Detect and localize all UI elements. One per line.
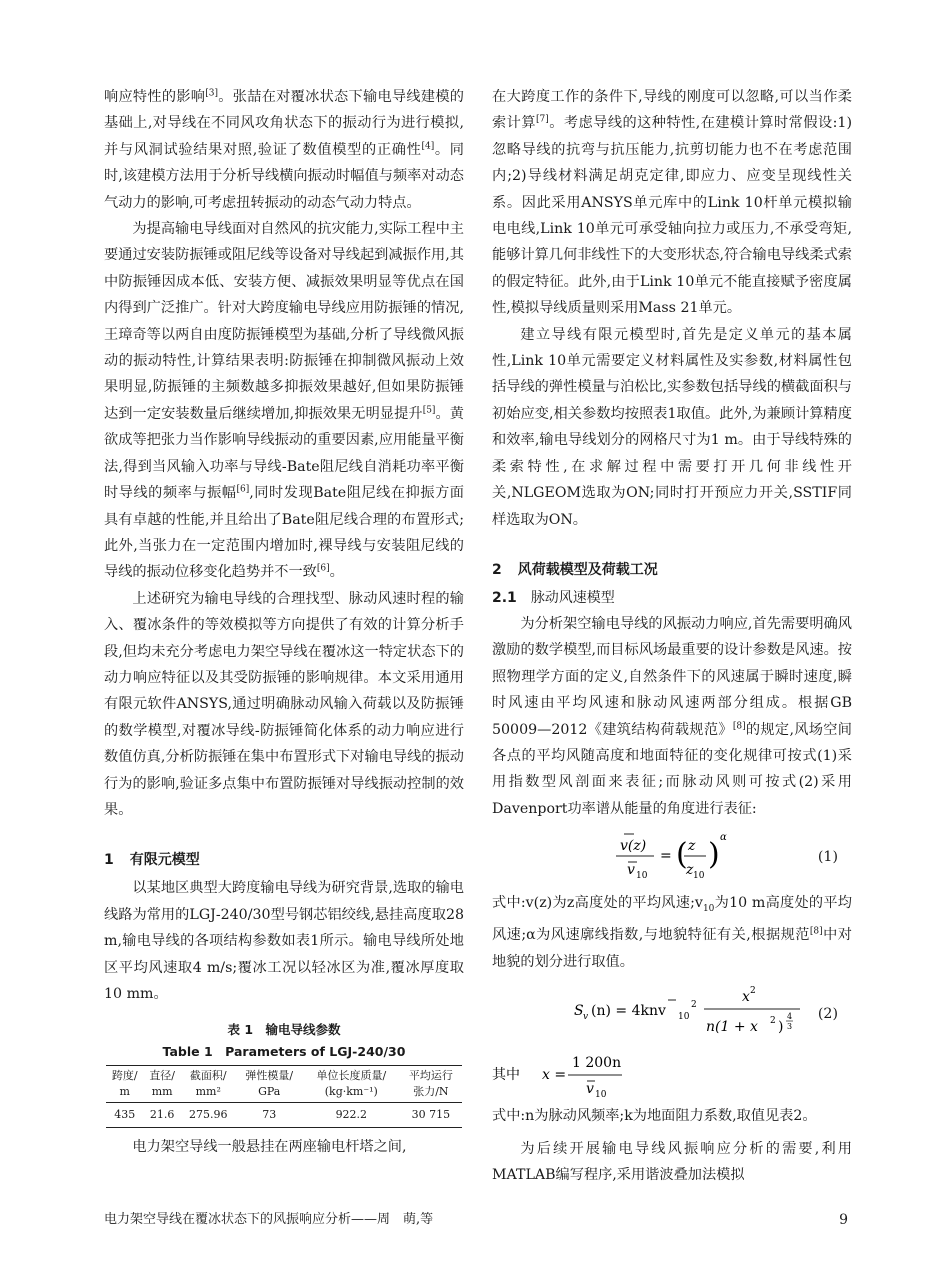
equation-1 [492,828,852,884]
table-cell: 21.6 [143,1103,180,1128]
header-line: 截面积/ [189,1069,227,1083]
section-heading-2 [492,557,852,583]
left-paragraph-4: 以某地区典型大跨度输电导线为研究背景,选取的输电线路为常用的LGJ-240/30型号钢芯铝绞线,悬挂高度取28 m,输电导线的各项结构参数如表1所示。输电导线所处地区平均风速取4 m/s;覆冰工况以轻冰区为准,覆冰厚度取10 mm。 [104,880,464,1002]
table-cell: 275.96 [181,1103,236,1128]
header-unit: (kg·km⁻¹) [324,1085,378,1099]
text: 的规定,风场空间各点的平均风随高度和地面特征的变化规律可按式(1)采用指数型风剖面来表征;而脉动风则可按式(2)采用Davenport功率谱从能量的角度进行表征: [492,721,852,817]
right-paragraph-1 [492,84,852,322]
header-line: 单位长度质量/ [316,1069,387,1083]
equation-1-graphic [492,828,852,884]
table-cell: 922.2 [303,1103,400,1128]
alpha-exponent: α [720,832,727,844]
table-header-cell [143,1066,180,1103]
right-paragraph-5: 式中:n为脉动风频率;k为地面阻力系数,取值见表2。 [492,1108,817,1125]
text: 为分析架空输电导线的风振动力响应,首先需要明确风激励的数学模型,而目标风场最重要的设计参数是风速。按照物理学方面的定义,自然条件下的风速属于瞬时速度,瞬时风速由平均风速和脉动风速两部分组成。根据GB 50009—2012《建筑结构荷载规范》 [492,615,852,738]
table-header-cell [106,1066,143,1103]
section-number: 1 [104,852,114,869]
parameter-table [106,1065,462,1128]
section-title: 风荷载模型及荷载工况 [517,561,658,578]
eq2-frac-numerator: x [742,989,750,1006]
eq2-denominator-power: 2 [770,1016,776,1027]
right-paragraph-2: 建立导线有限元模型时,首先是定义单元的基本属性,Link 10单元需要定义材料属性及实参数,材料属性包括导线的弹性模量与泊松比,实参数包括导线的横截面积与初始应变,相关参数均按照表1取值。此外,为兼顾计算精度和效率,输电导线划分的网格尺寸为1 m。由于导线特殊的柔索特性,在求解过程中需要打开几何非线性开关,NLGEOM选取为ON;同时打开预应力开关,SSTIF同样选取为ON。 [492,326,852,528]
table-cell: 30 715 [400,1103,462,1128]
table-cell: 435 [106,1103,143,1128]
eq1-rhs-numerator: z [688,838,696,855]
table-cell: 73 [236,1103,303,1128]
table-row [106,1103,462,1128]
right-paragraph-6: 为后续开展输电导线风振响应分析的需要,利用MATLAB编写程序,采用谐波叠加法模拟 [492,1140,852,1184]
left-paren: ( [676,837,688,873]
citation[interactable]: [8] [809,926,823,937]
subsection-heading-2-1 [492,585,852,611]
text: 。张喆在对覆冰状态下输电导线建模的基础上,对导线在不同风攻角状态下的振动行为进行模拟,并与风洞试验结果对照,验证了数值模型的正确性 [104,89,464,158]
citation[interactable]: [5] [422,405,436,416]
table-caption-cn: 表 1 输电导线参数 [227,1022,341,1038]
left-paragraph-2 [104,216,464,586]
table-header-cell [303,1066,400,1103]
equation-2-graphic [492,981,852,1043]
text: ,同时发现Bate阻尼线在抑振方面具有卓越的性能,并且给出了Bate阻尼线合理的布置形式;此外,当张力在一定范围内增加时,裸导线与安装阻尼线的导线的振动位移变化趋势并不一致 [104,485,464,581]
eq1-lhs-numerator: v(z) [620,838,647,855]
equation-2 [492,981,852,1043]
right-paren: ) [708,837,720,873]
section-number: 2 [492,561,502,578]
eq2-exponent-num: 4 [787,1012,793,1022]
text: 为10 m高度处的平均风速;α为风速廓线指数,与地貌特征有关,根据规范 [492,895,852,944]
table-header-row [106,1066,462,1103]
citation[interactable]: [6] [236,484,250,495]
subsection-number: 2.1 [492,589,517,606]
text: 为提高输电导线面对自然风的抗灾能力,实际工程中主要通过安装防振锤或阻尼线等设备对导线起到减振作用,其中防振锤因成本低、安装方便、减振效果明显等优点在国内得到广泛推广。针对大跨度输电导线应用防振锤的情况,王璋奇等以两自由度防振锤模型为基础,分析了导线微风振动的振动特性,计算结果表明:防振锤在抑制微风振动上效果明显,防振锤的主频数越多抑振效果越好,但如果防振锤达到一定安装数量后继续增加,抑振效果无明显提升 [104,221,464,422]
citation[interactable]: [3] [205,88,219,99]
text: 。 [329,564,344,581]
where-subscript: 10 [595,1090,607,1101]
header-unit: mm² [195,1085,221,1099]
eq2-subscript: 10 [678,1012,690,1023]
text: 在大跨度工作的条件下,导线的刚度可以忽略,可以当作柔索计算 [492,89,852,132]
text: 式中:v(z)为z高度处的平均风速;v [492,895,703,912]
where-clause [492,1049,852,1101]
citation[interactable]: [4] [421,141,435,152]
eq2-close-paren: ) [778,1019,784,1036]
where-x: x = [542,1067,567,1084]
subscript: 10 [702,903,715,914]
right-column [492,84,852,1188]
header-unit: 张力/N [413,1085,449,1099]
header-unit: GPa [258,1085,281,1099]
text: 响应特性的影响 [104,89,206,105]
header-unit: mm [151,1085,173,1099]
right-paragraph-4 [492,890,852,975]
subsection-title: 脉动风速模型 [530,589,615,606]
eq2-lhs-argument: (n) = 4knv [591,1003,666,1020]
right-paragraph-3 [492,611,852,822]
citation[interactable]: [6] [316,563,330,574]
text: 中对地貌的划分进行取值。 [492,927,852,970]
eq2-numerator-power: 2 [750,986,756,997]
where-label: 其中 [492,1067,520,1084]
eq1-lhs-denominator: v [627,862,635,879]
header-line: 直径/ [149,1069,176,1083]
left-paragraph-1 [104,84,464,216]
text: 。同时,该建模方法用于分析导线横向振动时幅值与频率对动态气动力的影响,可考虑扭转振动的动态气动力特点。 [104,141,464,211]
header-unit: m [119,1085,130,1099]
header-line: 平均运行 [408,1069,453,1083]
table-header-cell [181,1066,236,1103]
left-paragraph-5: 电力架空导线一般悬挂在两座输电杆塔之间, [132,1139,407,1156]
citation[interactable]: [7] [535,114,549,125]
text: 。考虑导线的这种特性,在建模计算时常假设:1)忽略导线的抗弯与抗压能力,抗剪切能力也不在考虑范围内;2)导线材料满足胡克定律,即应力、应变呈现线性关系。因此采用ANSYS单元库中的Link 10杆单元模拟输电电线,Link 10单元可承受轴向拉力或压力,不承受弯矩,能够计算几何非线性下的大变形状态,符合输电导线柔式索的假定特征。此外,由于Link 10单元不能直接赋予密度属性,模拟导线质量则采用Mass 21单元。 [492,115,852,317]
eq1-subscript: 10 [693,871,705,882]
header-line: 跨度/ [111,1069,138,1083]
equation-number: (1) [817,849,838,866]
running-title: 电力架空导线在覆冰状态下的风振响应分析——周 萌,等 [104,1212,434,1227]
citation[interactable]: [8] [732,720,746,731]
where-denominator: v [586,1081,594,1098]
eq2-frac-denominator: n(1 + x [706,1019,758,1036]
table-caption-en: Table 1 Parameters of LGJ-240/30 [162,1044,406,1060]
eq2-lhs-subscript: v [583,1012,589,1023]
equals-sign: = [660,848,672,865]
left-paragraph-3: 上述研究为输电导线的合理找型、脉动风速时程的输入、覆冰条件的等效模拟等方向提供了有效的计算分析手段,但均未充分考虑电力架空导线在覆冰这一特定状态下的动力响应特征以及其受防振锤的影响规律。本文采用通用有限元软件ANSYS,通过明确脉动风输入荷载以及防振锤的数学模型,对覆冰导线-防振锤简化体系的动力响应进行数值仿真,分析防振锤在集中布置形式下对输电导线的振动行为的影响,验证多点集中布置防振锤对导线振动控制的效果。 [104,590,464,818]
section-title: 有限元模型 [129,852,200,869]
table-header-cell [400,1066,462,1103]
eq2-exponent-den: 3 [787,1022,793,1032]
text: 。黄欲成等把张力当作影响导线振动的重要因素,应用能量平衡法,得到当风输入功率与导线-Bate阻尼线自消耗功率平衡时导线的频率与振幅 [104,405,464,502]
eq1-rhs-denominator: z [686,862,694,879]
where-numerator: 1 200n [572,1055,622,1072]
header-line: 弹性模量/ [245,1069,294,1083]
eq1-subscript: 10 [636,871,648,882]
page-number: 9 [839,1212,848,1228]
left-column [104,84,464,1161]
section-heading-1 [104,847,464,873]
where-graphic [492,1049,852,1101]
equation-number: (2) [817,1006,838,1023]
eq2-lhs-symbol: S [574,1003,584,1020]
table-header-cell [236,1066,303,1103]
eq2-power: 2 [691,1000,697,1011]
